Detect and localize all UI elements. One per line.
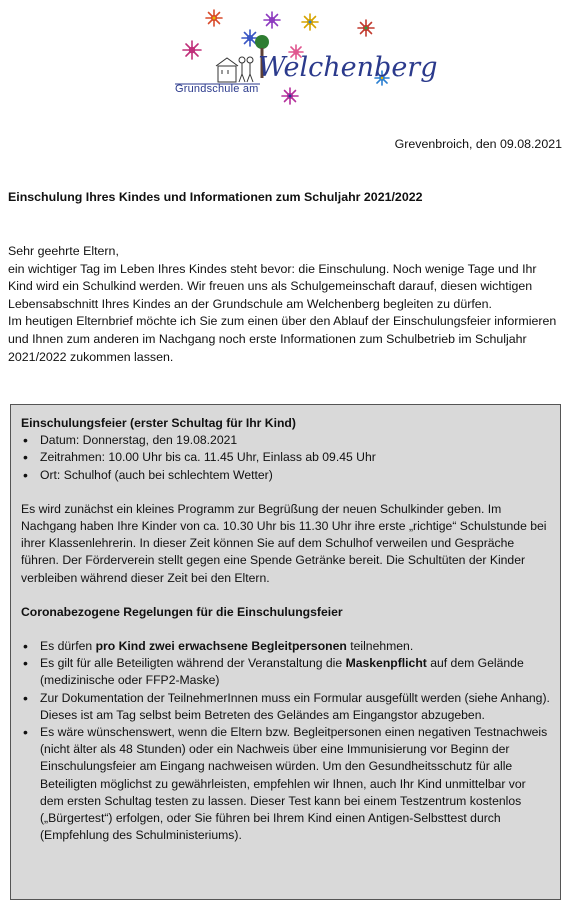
list-item: • Zeitrahmen: 10.00 Uhr bis ca. 11.45 Uhr, Einlass ab 09.45 Uhr <box>21 449 550 466</box>
list-item: • Zur Dokumentation der TeilnehmerInnen muss ein Formular ausgefüllt werden (siehe Anhang). Dieses ist am Tag selbst beim Betreten des Geländes am Eingangstor abzugeben. <box>21 690 550 724</box>
box-heading-corona: Coronabezogene Regelungen für die Einschulungsfeier <box>21 604 343 619</box>
facts-list <box>21 432 550 484</box>
logo-school-name: Welchenberg <box>258 52 438 83</box>
place-date: Grevenbroich, den 09.08.2021 <box>394 137 562 151</box>
box-heading-enrollment: Einschulungsfeier (erster Schultag für Ihr Kind) <box>21 416 296 430</box>
info-box <box>10 404 561 900</box>
list-item: • Es wäre wünschenswert, wenn die Eltern bzw. Begleitpersonen einen negativen Testnachweis (nicht älter als 48 Stunden) oder ein Nachweis über eine Immunisierung vor Beginn der Einschulungsfeier am Eingang nachweisen würden. Um den Gesundheitsschutz für alle Beteiligten möglichst zu gewährleisten, empfehlen wir Ihnen, auch Ihr Kind unmittelbar vor dem ersten Schultag testen zu lassen. Dieser Test kann bei einem Testzentrum kostenlos („Bürgertest“) erfolgen, oder Sie führen bei Ihrem Kind einen Antigen-Selbsttest durch (Empfehlung des Schulministeriums). <box>21 724 550 844</box>
program-paragraph: Es wird zunächst ein kleines Programm zur Begrüßung der neuen Schulkinder geben. Im Nachgang haben Ihre Kinder von ca. 10.30 Uhr bis 11.30 Uhr ihre erste „richtige“ Schulstunde bei ihrer Klassenlehrerin. In dieser Zeit können Sie auf dem Schulhof verweilen und Gespräche führen. Der Förderverein stellt gegen eine Spende Getränke bereit. Die Schultüten der Kinder verbleiben während dieser Zeit bei den Eltern. <box>21 501 547 585</box>
list-item: • Es gilt für alle Beteiligten während der Veranstaltung die Maskenpflicht auf dem Gelände (medizinische oder FFP2-Maske) <box>21 655 550 689</box>
list-item: • Es dürfen pro Kind zwei erwachsene Begleitpersonen teilnehmen. <box>21 638 550 655</box>
salutation: Sehr geehrte Eltern, <box>8 244 119 258</box>
logo-school-prefix: Grundschule am <box>175 83 259 95</box>
school-building-icon <box>216 58 238 82</box>
letter-paragraph: ein wichtiger Tag im Leben Ihres Kindes steht bevor: die Einschulung. Noch wenige Tage und Ihr Kind wird ein Schulkind werden. Wir freuen uns als Schulgemeinschaft darauf, diesen wichtigen Lebensabschnitt Ihres Kindes an der Grundschule am Welchenberg begleiten zu dürfen. <box>8 261 537 311</box>
letter-paragraph: Im heutigen Elternbrief möchte ich Sie zum einen über den Ablauf der Einschulungsfeier informieren und Ihnen zum anderen im Nachgang noch erste Informationen zum Schulbetrieb im Schuljahr 2021/2022 zukommen lassen. <box>8 314 557 364</box>
letter-subject: Einschulung Ihres Kindes und Informationen zum Schuljahr 2021/2022 <box>8 190 423 204</box>
list-item: • Datum: Donnerstag, den 19.08.2021 <box>21 432 550 449</box>
letter-body <box>8 243 561 366</box>
list-item: • Ort: Schulhof (auch bei schlechtem Wetter) <box>21 467 550 484</box>
rules-list <box>21 638 550 844</box>
children-figures-icon <box>239 57 253 82</box>
